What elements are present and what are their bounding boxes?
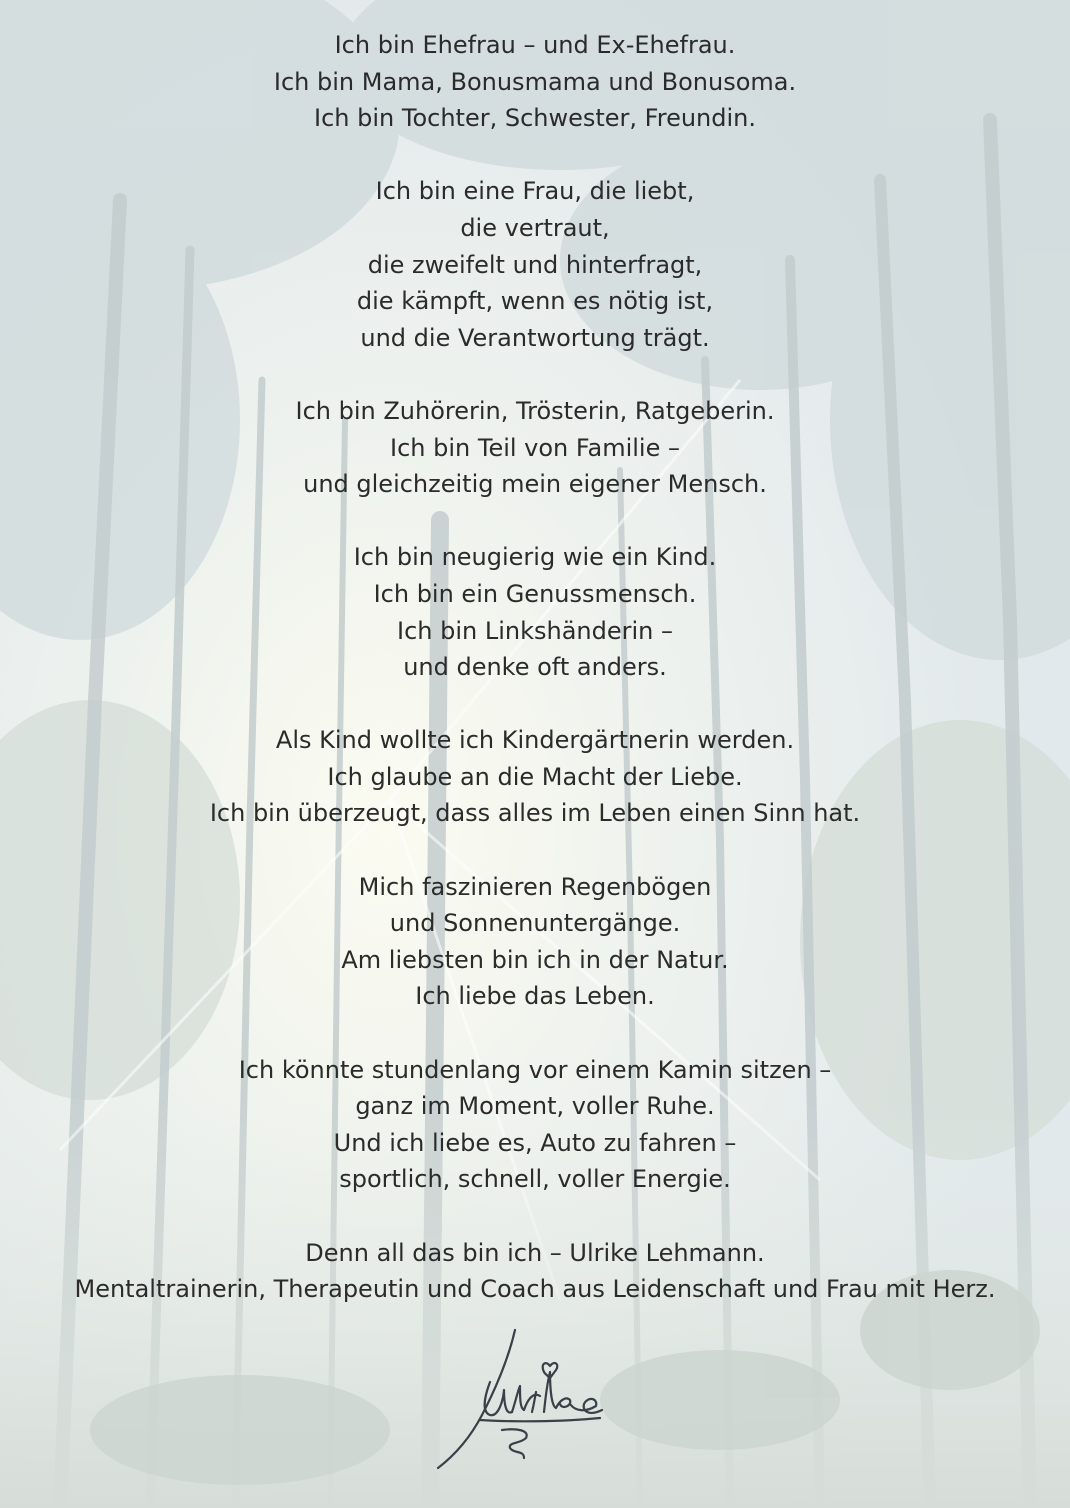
poem-line: Ich bin Teil von Familie –: [390, 433, 680, 462]
poem-line: und denke oft anders.: [403, 653, 667, 682]
poem-line: die kämpft, wenn es nötig ist,: [356, 287, 714, 316]
poem-line: Und ich liebe es, Auto zu fahren –: [333, 1128, 737, 1157]
stanza: [0, 393, 1070, 503]
stanza: [0, 27, 1070, 137]
signature-image: [420, 1320, 620, 1480]
poem-line: Ich bin Tochter, Schwester, Freundin.: [314, 104, 756, 133]
poem-line: Denn all das bin ich – Ulrike Lehmann.: [305, 1238, 765, 1267]
poem-line: und Sonnenuntergänge.: [389, 909, 681, 938]
poem-line: die vertraut,: [460, 213, 610, 242]
poem-line: die zweifelt und hinterfragt,: [367, 250, 703, 279]
poem-line: und gleichzeitig mein eigener Mensch.: [303, 470, 767, 499]
poem-line: ganz im Moment, voller Ruhe.: [355, 1092, 715, 1121]
poem-line: Ich bin Zuhörerin, Trösterin, Ratgeberin.: [295, 396, 775, 425]
poem-line: Mich faszinieren Regenbögen: [358, 872, 712, 901]
poem-line: Ich bin Ehefrau – und Ex-Ehefrau.: [334, 31, 736, 59]
poem-line: Am liebsten bin ich in der Natur.: [341, 945, 729, 974]
stanza: [0, 173, 1070, 356]
poem-line: Mentaltrainerin, Therapeutin und Coach aus Leidenschaft und Frau mit Herz.: [74, 1275, 996, 1304]
stanza-closing: [0, 1235, 1070, 1308]
poem-line: Ich könnte stundenlang vor einem Kamin sitzen –: [238, 1055, 832, 1084]
poem-line: Ich bin neugierig wie ein Kind.: [353, 543, 717, 572]
stanza: [0, 869, 1070, 1015]
poem-line: Ich bin Linkshänderin –: [396, 616, 673, 645]
poem-line: Ich glaube an die Macht der Liebe.: [327, 762, 743, 791]
poem-line: Ich bin eine Frau, die liebt,: [375, 177, 695, 206]
stanza: [0, 1052, 1070, 1198]
poem-text: [0, 27, 1070, 1308]
poem-line: Ich bin überzeugt, dass alles im Leben einen Sinn hat.: [209, 799, 861, 828]
poem-line: und die Verantwortung trägt.: [360, 323, 710, 352]
poem-line: Ich bin Mama, Bonusmama und Bonusoma.: [273, 67, 797, 96]
poem-line: Ich bin ein Genussmensch.: [373, 579, 697, 608]
poem-line: Als Kind wollte ich Kindergärtnerin werden.: [275, 726, 795, 755]
poem-line: sportlich, schnell, voller Energie.: [339, 1165, 731, 1194]
stanza: [0, 722, 1070, 832]
poem-line: Ich liebe das Leben.: [415, 982, 655, 1011]
stanza: [0, 539, 1070, 685]
